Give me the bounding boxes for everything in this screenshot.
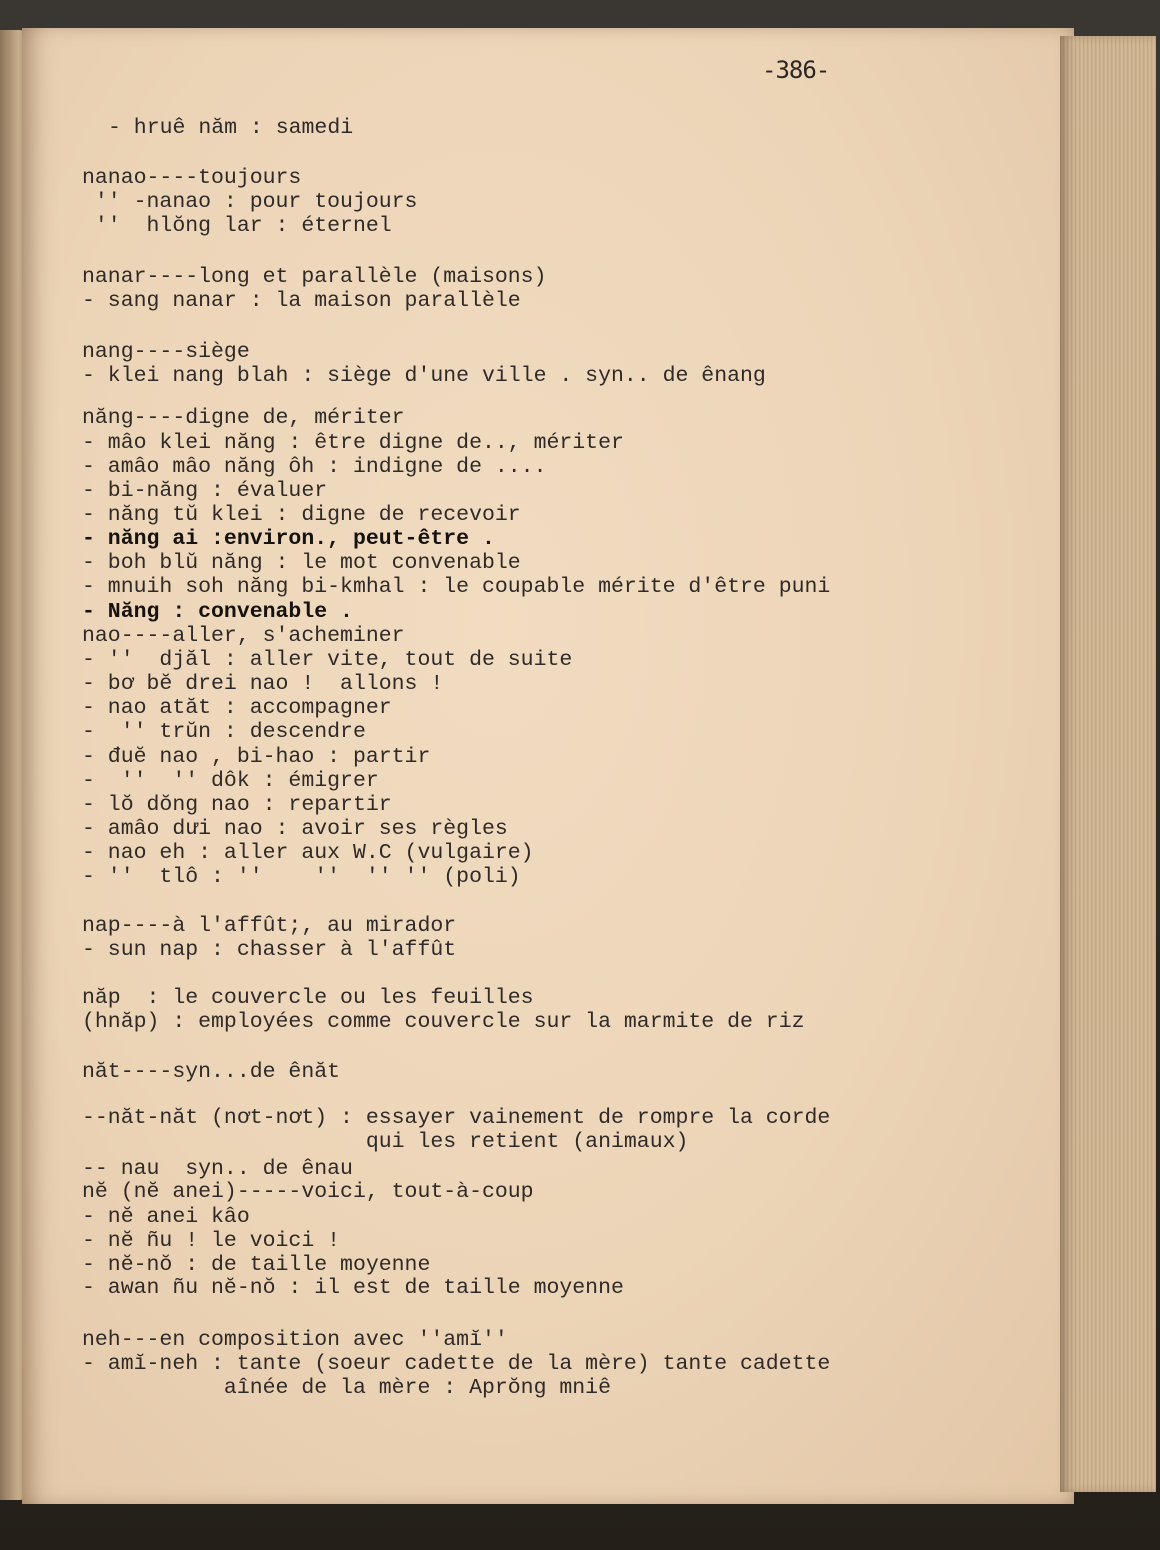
text-line: -- nau syn.. de ênau (82, 1157, 353, 1181)
text-line: - amâo dưi nao : avoir ses règles (82, 817, 508, 841)
text-line: - Năng : convenable . (82, 600, 353, 624)
text-line: - bơ bĕ drei nao ! allons ! (82, 672, 444, 696)
entry-headword: nĕ (nĕ anei)-----voici, tout-à-coup (82, 1180, 534, 1204)
text-line: - sang nanar : la maison parallèle (82, 289, 521, 313)
entry-headword: nang----siège (82, 340, 250, 364)
entry-headword: nanar----long et parallèle (maisons) (82, 265, 547, 289)
entry-headword: năp : le couvercle ou les feuilles (82, 986, 534, 1010)
text-line: - nao atăt : accompagner (82, 696, 392, 720)
text-line: - lŏ dŏng nao : repartir (82, 793, 392, 817)
text-line: - mâo klei năng : être digne de.., mériter (82, 431, 624, 455)
text-line: - '' trŭn : descendre (82, 720, 366, 744)
text-line: - nao eh : aller aux W.C (vulgaire) (82, 841, 534, 865)
text-line: - nĕ-nŏ : de taille moyenne (82, 1253, 431, 1277)
text-line: '' hlŏng lar : éternel (82, 214, 392, 238)
entry-headword: nanao----toujours (82, 166, 302, 190)
text-line: - sun nap : chasser à l'affût (82, 938, 457, 962)
text-line: - năng ai :environ., peut-être . (82, 527, 495, 551)
text-line: '' -nanao : pour toujours (82, 190, 418, 214)
text-line: - hruê năm : samedi (108, 116, 354, 140)
text-line: - amĭ-neh : tante (soeur cadette de la mère) tante cadette (82, 1352, 831, 1376)
text-line: - '' '' dôk : émigrer (82, 769, 379, 793)
text-line: (hnăp) : employées comme couvercle sur la marmite de riz (82, 1010, 805, 1034)
text-line: - '' djăl : aller vite, tout de suite (82, 648, 573, 672)
text-line: - năng tŭ klei : digne de recevoir (82, 503, 521, 527)
text-line: - nĕ ñu ! le voici ! (82, 1229, 341, 1253)
text-line: - klei nang blah : siège d'une ville . syn.. de ênang (82, 364, 766, 388)
page-stack-edges (1060, 36, 1156, 1492)
text-line: --năt-năt (nơt-nơt) : essayer vainement de rompre la corde (82, 1106, 831, 1130)
entry-headword: nap----à l'affût;, au mirador (82, 914, 457, 938)
text-line: - nĕ anei kâo (82, 1205, 250, 1229)
entry-headword: năng----digne de, mériter (82, 406, 405, 430)
text-line: - awan ñu nĕ-nŏ : il est de taille moyenne (82, 1276, 624, 1300)
text-line: - '' tlô : '' '' '' '' (poli) (82, 865, 521, 889)
text-line: - bi-năng : évaluer (82, 479, 328, 503)
text-line: - đuĕ nao , bi-hao : partir (82, 745, 431, 769)
entry-headword: năt----syn...de ênăt (82, 1060, 341, 1084)
page-number: -386- (762, 56, 830, 84)
text-line: aînée de la mère : Aprŏng mniê (82, 1376, 611, 1400)
text-line: - amâo mâo năng ôh : indigne de .... (82, 455, 547, 479)
entry-headword: nao----aller, s'acheminer (82, 624, 405, 648)
text-line: - boh blŭ năng : le mot convenable (82, 551, 521, 575)
text-line: qui les retient (animaux) (82, 1130, 689, 1154)
text-line: - mnuih soh năng bi-kmhal : le coupable mérite d'être puni (82, 575, 831, 599)
entry-headword: neh---en composition avec ''amĭ'' (82, 1328, 508, 1352)
